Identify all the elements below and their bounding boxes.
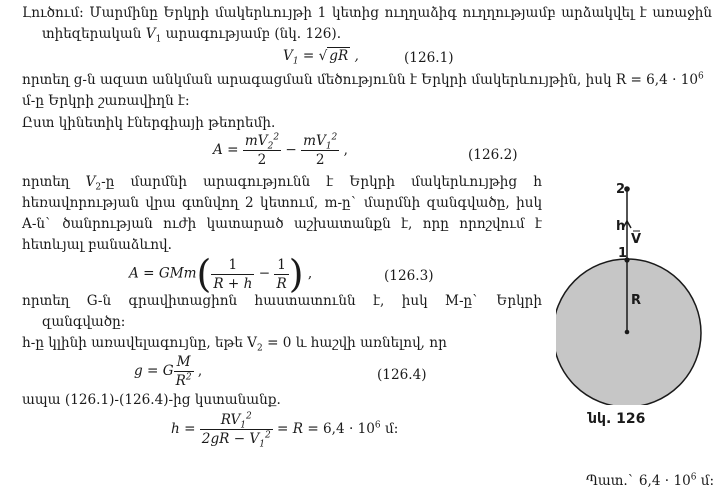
equation-126-3: A = GMm( $\frac{1}{R + h}$ − $\frac{1}{R}$ ) ,: [129, 252, 313, 296]
answer-line: Պատ.` $6,4 \cdot 10^6$ մ:: [586, 472, 715, 489]
label-R: R: [631, 293, 642, 308]
intro-line-2: տիեզերական $V_1$ արագությամբ (նկ. 126).: [42, 26, 342, 45]
final-result-equation: h = $\frac{RV_1^2}{2gR - V_1^2}$ = $R = 6,4 \cdot 10^6$ մ:: [171, 411, 399, 450]
equation-126-1: $V_1$ = √ gR ,: [283, 48, 359, 67]
v2-line-4: հետևյալ բանաձևով.: [22, 237, 172, 253]
equation-label-126-3: (126.3): [384, 268, 434, 284]
definition-line-1: որտեղ g-ն ազատ անկման արագացման մեծությունն է Երկրի մակերևույթին, իսկ $R = 6,4 \cdot 10^6$: [22, 71, 704, 88]
earth-figure: [556, 180, 706, 405]
v2-line-3: A-ն` ծանրության ուժի կատարած աշխատանքն է, որը որոշվում է: [22, 216, 542, 232]
center-dot: [625, 330, 630, 335]
equation-label-126-2: (126.2): [468, 147, 518, 163]
label-h: h: [616, 219, 626, 234]
gravity-line-2: զանգվածը:: [42, 314, 126, 330]
v2-line-2: հեռավորության վրա գտնվող 2 կետում, m-ը` մարմնի զանգվածը, իսկ: [22, 195, 542, 211]
equation-label-126-4: (126.4): [377, 367, 427, 383]
label-2: 2: [616, 182, 626, 197]
equation-126-2: A = $\frac{mV_2^2}{2}$ − $\frac{mV_1^2}{2}$ ,: [213, 132, 348, 168]
theorem-line: Ըստ կինետիկ էներգիայի թեորեմի.: [22, 115, 276, 131]
intro-line-1: Լուծում: Մարմինը Երկրի մակերևույթի 1 կետից ուղղաձիգ ուղղությամբ արձակվել է առաջին: [22, 5, 712, 21]
definition-line-2: մ-ը Երկրի շառավիղն է:: [22, 93, 190, 109]
equation-label-126-1: (126.1): [404, 50, 454, 66]
result-intro-line: ապա (126.1)-(126.4)-ից կստանանք.: [22, 392, 281, 408]
gravity-line-1: որտեղ G-ն գրավիտացիոն հաստատունն է, իսկ M-ը` Երկրի: [22, 293, 542, 309]
equation-126-4: g = G $\frac{M}{R^2}$ ,: [134, 354, 203, 389]
condition-line: h-ը կլինի առավելագույնը, եթե $V_2 = 0$ և հաշվի առնելով, որ: [22, 335, 447, 354]
v2-line-1: որտեղ $V_2-ը$ մարմնի արագությունն է Երկրի մակերևույթից h: [22, 174, 542, 193]
label-v: V: [631, 232, 642, 247]
figure-caption: նկ. 126: [588, 411, 646, 427]
label-1: 1: [618, 246, 628, 261]
